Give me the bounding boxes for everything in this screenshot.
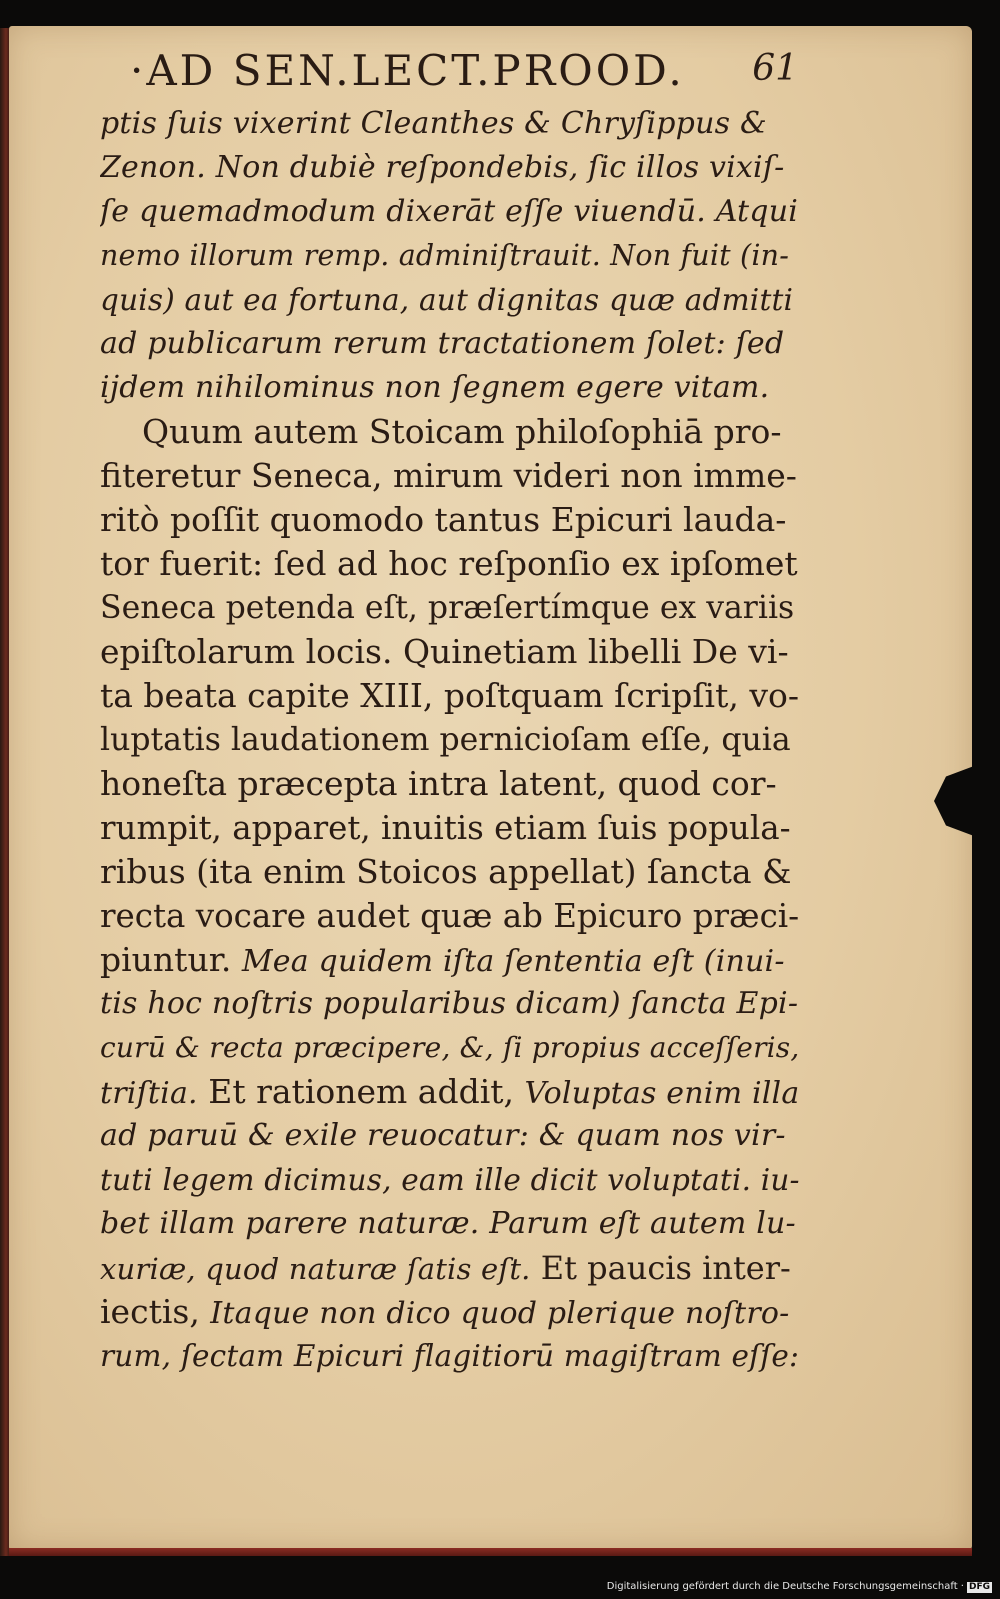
roman-run: fiteretur Seneca, mirum videri non imme- [100, 456, 797, 495]
torn-page-notch [934, 766, 974, 836]
text-line [100, 894, 800, 938]
text-line [100, 542, 800, 586]
roman-run: luptatis laudationem pernicioſam eſſe, quia [100, 722, 791, 758]
roman-run: ribus (ita enim Stoicos appellat) ſancta & [100, 852, 792, 891]
italic-run: xuriæ, quod naturæ ſatis eſt. [100, 1252, 531, 1286]
text-line [100, 674, 800, 718]
text-line [100, 586, 800, 630]
roman-run: iectis, [100, 1292, 211, 1331]
roman-run: Et rationem addit, [197, 1072, 525, 1111]
italic-run: Itaque non dico quod plerique noſtro- [210, 1296, 790, 1331]
italic-run: bet illam parere naturæ. Parum eſt autem lu- [100, 1206, 796, 1241]
text-line [100, 410, 800, 454]
dfg-logo: DFG [968, 1582, 990, 1592]
italic-run: ad paruū & exile reuocatur: & quam nos vir- [100, 1118, 786, 1153]
italic-run: ptis ſuis vixerint Cleanthes & Chryſippus & [100, 106, 767, 141]
text-line [100, 1334, 800, 1378]
text-line [100, 1158, 800, 1202]
digitization-credit [607, 1581, 992, 1593]
roman-run: epiſtolarum locis. Quinetiam libelli De vi- [100, 632, 789, 671]
italic-run: Mea quidem iſta ſententia eſt (inui- [241, 944, 785, 979]
text-line [100, 1114, 800, 1158]
italic-run: nemo illorum remp. adminiſtrauit. Non fuit (in- [100, 239, 790, 272]
roman-run: rumpit, apparet, inuitis etiam ſuis popula- [100, 809, 791, 847]
italic-run: rum, ſectam Epicuri flagitiorū magiſtram eſſe: [100, 1339, 800, 1373]
text-line [100, 1202, 800, 1246]
text-line [100, 938, 800, 982]
text-line [100, 1026, 800, 1070]
text-line [100, 982, 800, 1026]
text-line [100, 630, 800, 674]
italic-run: quis) aut ea fortuna, aut dignitas quæ admitti [100, 283, 794, 317]
credit-text: Digitalisierung gefördert durch die Deutsche Forschungsgemeinschaft · [606, 1581, 964, 1592]
italic-run: curū & recta præcipere, &, ſi propius acceſſeris, [100, 1031, 800, 1064]
roman-run: Quum autem Stoicam philoſophiā pro- [142, 412, 782, 451]
text-line [100, 190, 800, 234]
italic-run: Voluptas enim illa [524, 1076, 800, 1111]
text-line [100, 322, 800, 366]
roman-run: ritò poſſit quomodo tantus Epicuri lauda- [100, 500, 787, 539]
text-line [100, 498, 800, 542]
text-line [100, 762, 800, 806]
roman-run: ta beata capite XIII, poſtquam ſcripſit, vo- [100, 676, 799, 715]
text-line [100, 454, 800, 498]
roman-run: Et paucis inter- [530, 1249, 791, 1287]
italic-run: triſtia. [100, 1076, 198, 1111]
roman-run: piuntur. [100, 940, 242, 979]
roman-run: honeſta præcepta intra latent, quod cor- [100, 764, 777, 803]
text-line [100, 850, 800, 894]
page-header [130, 42, 798, 102]
text-line [100, 1070, 800, 1114]
running-title: ·AD SEN.LECT.PROOD. [130, 46, 685, 95]
text-line [100, 278, 800, 322]
italic-run: Zenon. Non dubiè reſpondebis, ſic illos vixiſ- [100, 150, 785, 185]
red-book-edge [9, 1548, 972, 1556]
text-line [100, 1246, 800, 1290]
text-line [100, 146, 800, 190]
page-number: 61 [752, 48, 798, 89]
roman-run: recta vocare audet quæ ab Epicuro præci- [100, 897, 800, 935]
body-text [100, 102, 800, 1378]
roman-run: Seneca petenda eſt, præſertímque ex variis [100, 590, 795, 626]
text-line [100, 1290, 800, 1334]
italic-run: tuti legem dicimus, eam ille dicit voluptati. iu- [100, 1163, 800, 1197]
text-line [100, 806, 800, 850]
text-line [100, 234, 800, 278]
text-line [100, 102, 800, 146]
italic-run: ijdem nihilominus non ſegnem egere vitam. [100, 370, 770, 405]
roman-run: tor fuerit: ſed ad hoc reſponſio ex ipſomet [100, 544, 798, 583]
italic-run: ad publicarum rerum tractationem ſolet: ſed [100, 326, 785, 361]
text-line [100, 718, 800, 762]
text-line [100, 366, 800, 410]
italic-run: tis hoc noſtris popularibus dicam) ſancta Epi- [100, 986, 799, 1021]
italic-run: ſe quemadmodum dixerāt eſſe viuendū. Atqui [100, 194, 799, 229]
